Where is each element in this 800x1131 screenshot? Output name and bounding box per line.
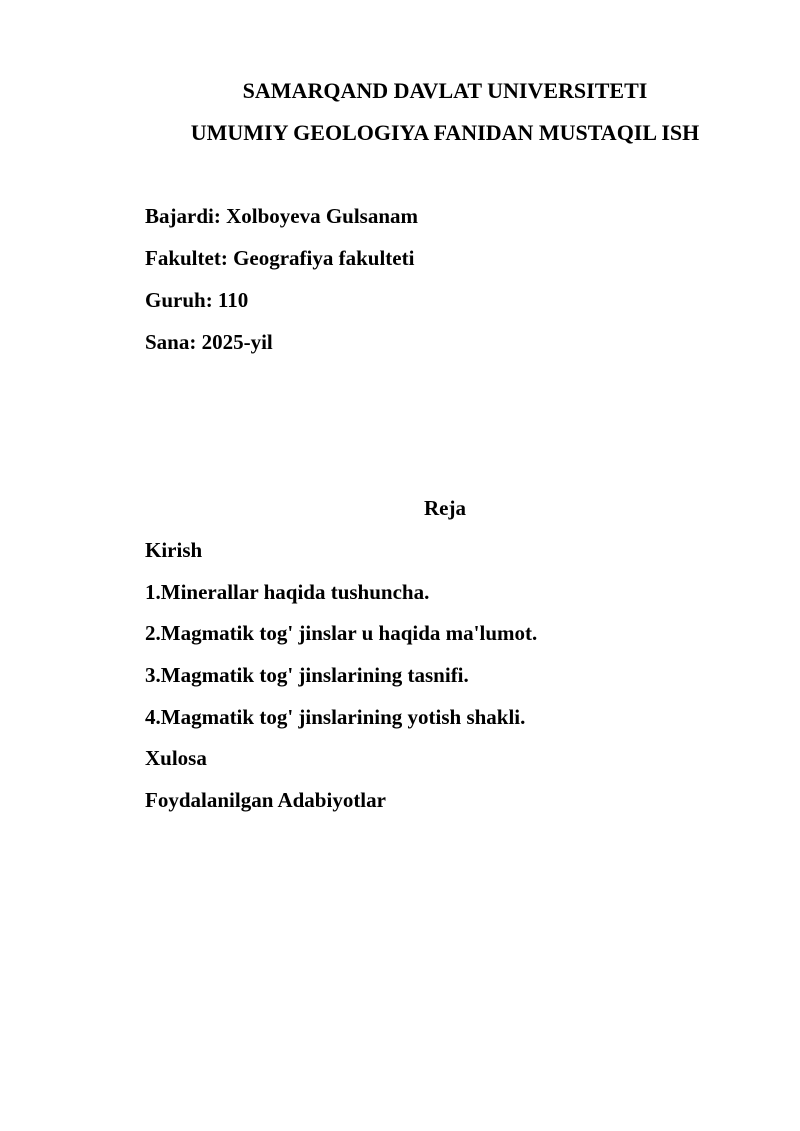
plan-item-4: 4.Magmatik tog' jinslarining yotish shakli. bbox=[145, 704, 526, 729]
plan-item-1: 1.Minerallar haqida tushuncha. bbox=[145, 579, 430, 604]
plan-list bbox=[145, 537, 765, 829]
university-title: SAMARQAND DAVLAT UNIVERSITETI bbox=[242, 78, 648, 103]
plan-item-2: 2.Magmatik tog' jinslar u haqida ma'lumot. bbox=[145, 621, 538, 646]
work-title: UMUMIY GEOLOGIYA FANIDAN MUSTAQIL ISH bbox=[190, 120, 700, 145]
plan-heading: Reja bbox=[424, 496, 466, 520]
plan-item-references: Foydalanilgan Adabiyotlar bbox=[145, 788, 386, 813]
info-date: Sana: 2025-yil bbox=[145, 330, 273, 354]
plan-item-3: 3.Magmatik tog' jinslarining tasnifi. bbox=[145, 663, 469, 688]
plan-item-conclusion: Xulosa bbox=[145, 746, 207, 771]
info-faculty: Fakultet: Geografiya fakulteti bbox=[145, 246, 415, 270]
info-group: Guruh: 110 bbox=[145, 288, 249, 312]
info-author: Bajardi: Xolboyeva Gulsanam bbox=[145, 204, 419, 228]
plan-item-introduction: Kirish bbox=[145, 538, 203, 562]
author-info bbox=[145, 203, 745, 371]
